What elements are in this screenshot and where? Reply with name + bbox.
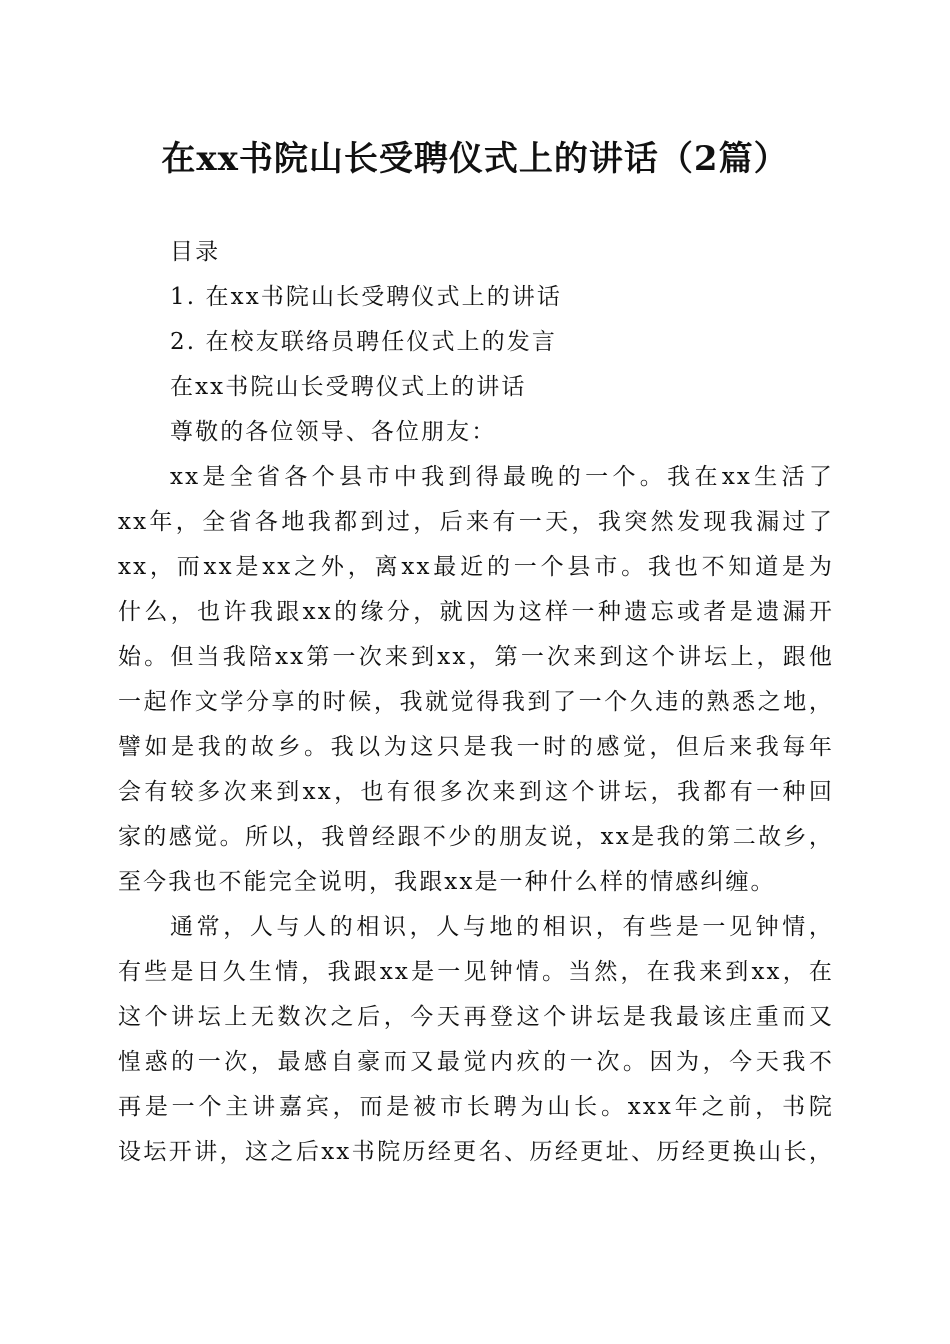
paragraph-line: 什么，也许我跟xx的缘分，就因为这样一种遗忘或者是遗漏开 <box>118 599 834 625</box>
document-title: 在xx书院山长受聘仪式上的讲话（2篇） <box>161 139 789 179</box>
paragraph-line: 有些是日久生情，我跟xx是一见钟情。当然，在我来到xx，在 <box>118 959 834 985</box>
paragraph-line: 至今我也不能完全说明，我跟xx是一种什么样的情感纠缠。 <box>118 869 776 895</box>
salutation: 尊敬的各位领导、各位朋友： <box>170 419 497 445</box>
paragraph-line: 通常，人与人的相识，人与地的相识，有些是一见钟情， <box>170 914 834 940</box>
paragraph-line: xx，而xx是xx之外，离xx最近的一个县市。我也不知道是为 <box>118 554 834 580</box>
paragraph-line: 会有较多次来到xx，也有很多次来到这个讲坛，我都有一种回 <box>118 779 834 805</box>
paragraph-line: 譬如是我的故乡。我以为这只是我一时的感觉，但后来我每年 <box>118 734 834 760</box>
paragraph-line: 惶惑的一次，最感自豪而又最觉内疚的一次。因为，今天我不 <box>118 1049 834 1075</box>
paragraph-2 <box>118 905 834 1175</box>
toc-heading: 目录 <box>170 239 221 265</box>
document-body <box>118 230 834 1175</box>
toc-item: 1. 在xx书院山长受聘仪式上的讲话 <box>170 284 562 310</box>
paragraph-1 <box>118 455 834 905</box>
paragraph-line: xx是全省各个县市中我到得最晚的一个。我在xx生活了 <box>170 464 834 490</box>
section-title: 在xx书院山长受聘仪式上的讲话 <box>170 374 527 400</box>
paragraph-line: 这个讲坛上无数次之后，今天再登这个讲坛是我最该庄重而又 <box>118 1004 834 1030</box>
toc-item: 2. 在校友联络员聘任仪式上的发言 <box>170 329 557 355</box>
paragraph-line: 一起作文学分享的时候，我就觉得我到了一个久违的熟悉之地， <box>118 689 834 715</box>
paragraph-line: 家的感觉。所以，我曾经跟不少的朋友说，xx是我的第二故乡， <box>118 824 834 850</box>
paragraph-line: 始。但当我陪xx第一次来到xx，第一次来到这个讲坛上，跟他 <box>118 644 834 670</box>
paragraph-line: xx年，全省各地我都到过，后来有一天，我突然发现我漏过了 <box>118 509 834 535</box>
paragraph-line: 再是一个主讲嘉宾，而是被市长聘为山长。xxx年之前，书院 <box>118 1094 834 1120</box>
paragraph-line: 设坛开讲，这之后xx书院历经更名、历经更址、历经更换山长， <box>118 1139 834 1165</box>
